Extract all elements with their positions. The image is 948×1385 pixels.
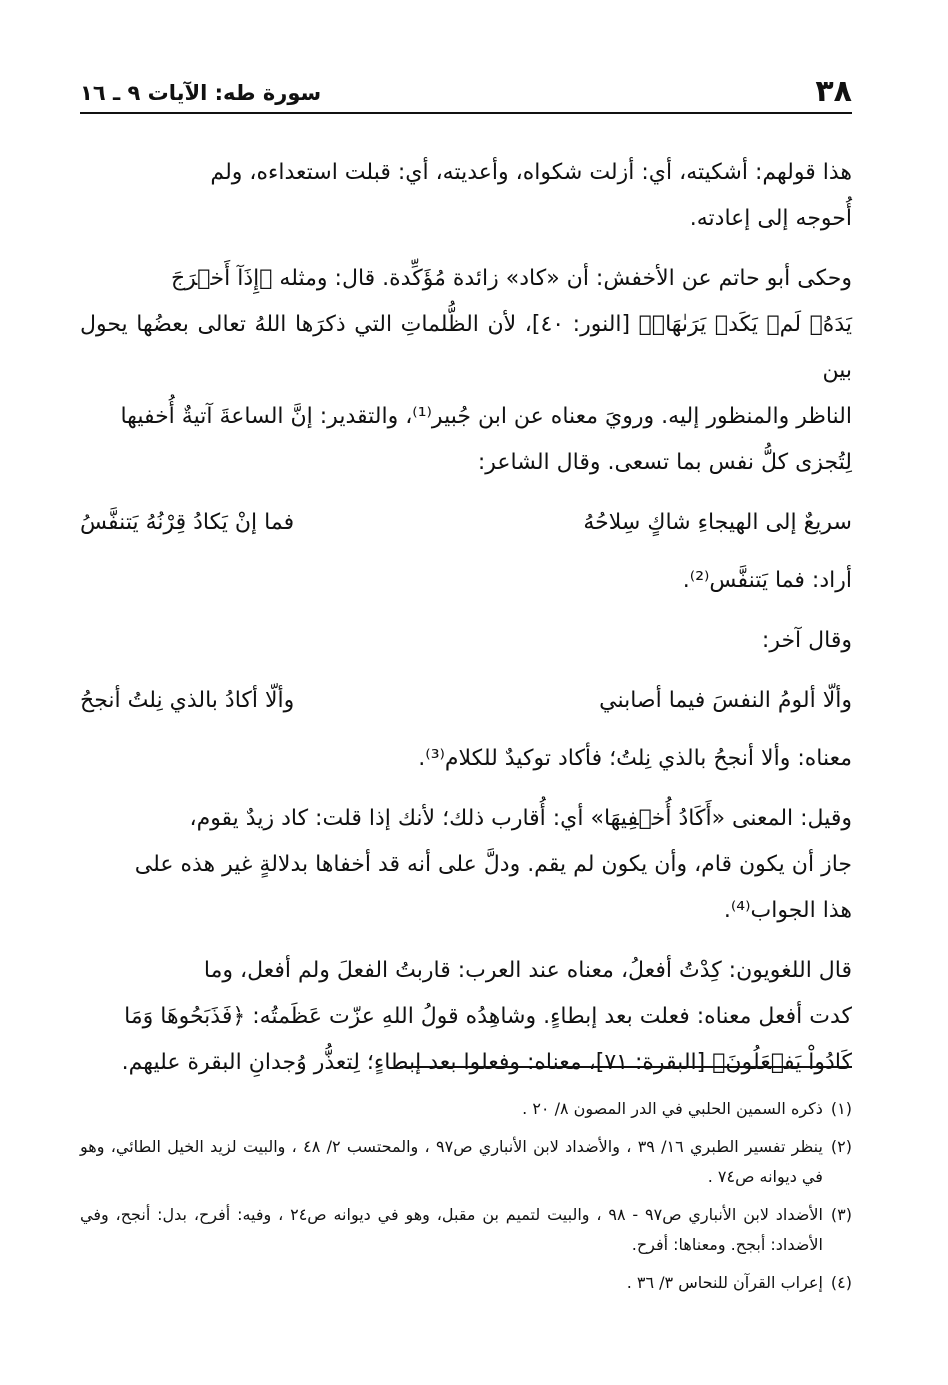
main-text — [80, 150, 852, 1100]
paragraph-3 — [80, 558, 852, 604]
footnote-divider — [400, 1066, 852, 1068]
text-line: هذا الجواب⁽⁴⁾. — [723, 898, 852, 923]
paragraph-1 — [80, 150, 852, 242]
footnote-text: ينظر تفسير الطبري ١٦/ ٣٩ ، والأضداد لابن الأنباري ص٩٧ ، والمحتسب ٢/ ٤٨ ، والبيت لزيد الخيل الطائي، وهو في ديوانه ص٧٤ . — [80, 1137, 823, 1186]
text-line: جاز أن يكون قام، وأن يكون لم يقم. ودلَّ على أنه قد أخفاها بدلالةٍ غير هذه على — [134, 852, 852, 877]
footnote-number: (٢) — [830, 1137, 852, 1156]
footnotes — [80, 1094, 852, 1306]
verse-first-hemistich: سريعٌ إلى الهيجاءِ شاكٍ سِلاحُهُ — [583, 510, 852, 535]
footnote — [80, 1268, 852, 1298]
text-line: وقال آخر: — [761, 628, 852, 653]
verse-first-hemistich: وألّا ألومُ النفسَ فيما أصابني — [599, 688, 852, 713]
footnote — [80, 1132, 852, 1192]
text-line: كَادُواْ يَفۡعَلُونَ﴾ [البقرة: ٧١]، معناه: وفعلوا بعد إبطاءٍ؛ لِتعذُّر وُجدانِ البقرة عليهم. — [121, 1050, 852, 1075]
paragraph-2 — [80, 256, 852, 486]
running-title: سورة طه: الآيات ٩ ـ ١٦ — [80, 81, 322, 105]
footnote-number: (٤) — [830, 1273, 852, 1292]
text-line: الناظر والمنظور إليه. ورويَ معناه عن ابن جُبير⁽¹⁾، والتقدير: إنَّ الساعةَ آتيةٌ أُخفيها — [120, 404, 852, 429]
text-line: وقيل: المعنى «أَكَادُ أُخۡفِيهَا» أي: أُقارب ذلك؛ لأنك إذا قلت: كاد زيدٌ يقوم، — [189, 806, 852, 831]
footnote-text: إعراب القرآن للنحاس ٣/ ٣٦ . — [626, 1273, 823, 1292]
footnote — [80, 1094, 852, 1124]
page-number: ٣٨ — [815, 74, 852, 109]
paragraph-4 — [80, 618, 852, 664]
footnote-text: الأضداد لابن الأنباري ص٩٧ - ٩٨ ، والبيت لتميم بن مقبل، وهو في ديوانه ص٢٤ ، وفيه: أفرح، بدل: أنجح، وفي الأضداد: أبجح. ومعناها: أفرح. — [80, 1205, 823, 1254]
text-line: هذا قولهم: أشكيته، أي: أزلت شكواه، وأعديته، أي: قبلت استعداءه، ولم — [210, 160, 852, 185]
text-line: لِتُجزى كلُّ نفس بما تسعى. وقال الشاعر: — [477, 450, 852, 475]
footnote-number: (٣) — [830, 1205, 852, 1224]
text-line: قال اللغويون: كِدْتُ أفعلُ، معناه عند العرب: قاربتُ الفعلَ ولم أفعل، وما — [203, 958, 852, 983]
footnote — [80, 1200, 852, 1260]
text-line: وحكى أبو حاتم عن الأخفش: أن «كاد» زائدة مُؤَكِّدة. قال: ومثله ﴿إِذَآ أَخۡرَجَ — [170, 266, 852, 291]
poetry-verse-2 — [80, 678, 852, 724]
verse-second-hemistich: فما إنْ يَكادُ قِرْنُهُ يَتنفَّسُ — [80, 510, 295, 535]
header-divider — [80, 112, 852, 114]
text-line: يَدَهُۥ لَمۡ يَكَدۡ يَرَىٰهَاۗ﴾ [النور: ٤٠]، لأن الظُّلماتِ التي ذكرَها اللهُ تعالى بعضُها يحول بين — [80, 312, 852, 383]
text-line: أُحوجه إلى إعادته. — [689, 206, 852, 231]
footnote-text: ذكره السمين الحلبي في الدر المصون ٨/ ٢٠ . — [522, 1099, 823, 1118]
footnote-number: (١) — [830, 1099, 852, 1118]
text-line: معناه: وألا أنجحُ بالذي نِلتُ؛ فأكاد توكيدٌ للكلام⁽³⁾. — [418, 746, 852, 771]
text-line: كدت أفعل معناه: فعلت بعد إبطاءٍ. وشاهِدُه قولُ اللهِ عزّت عَظَمتُه: ﴿فَذَبَحُوهَا وَمَا — [124, 1004, 852, 1029]
paragraph-6 — [80, 796, 852, 934]
verse-second-hemistich: وألّا أكادُ بالذي نِلتُ أنجحُ — [80, 688, 295, 713]
poetry-verse-1 — [80, 500, 852, 546]
text-line: أراد: فما يَتنفَّس⁽²⁾. — [682, 568, 852, 593]
page-header — [80, 66, 852, 110]
paragraph-5 — [80, 736, 852, 782]
